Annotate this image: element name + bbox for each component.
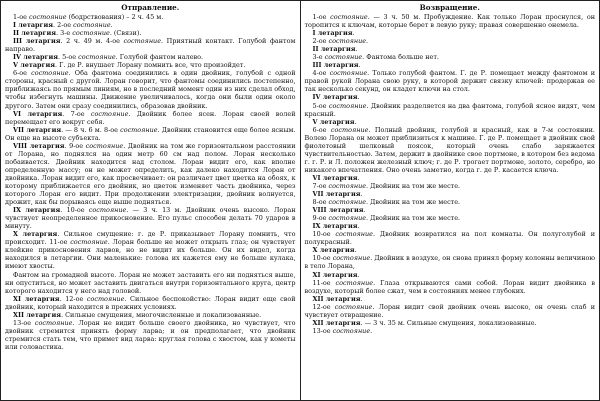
paragraph-text: .	[357, 93, 360, 102]
paragraph-text: . — 8 ч. 6 м. 8-ое	[61, 125, 121, 134]
paragraph-text: . Сильное беспокойство: Лоран видит еще свой двойник, который находится в прежних условиях.	[5, 294, 296, 311]
paragraph-text: .	[354, 246, 357, 255]
state-label: состояние	[328, 214, 367, 223]
lethargy-label: II летаргия	[13, 29, 57, 38]
paragraph	[5, 110, 296, 126]
state-label: состояние	[34, 318, 73, 327]
paragraph	[305, 190, 596, 198]
paragraph	[305, 93, 596, 101]
state-label: состояние	[334, 302, 373, 311]
paragraph	[305, 13, 596, 29]
lethargy-label: XII летаргия	[312, 294, 361, 303]
paragraph	[305, 37, 596, 45]
lethargy-label: I летаргия	[13, 21, 54, 30]
paragraph-text: 12-ое	[312, 302, 335, 311]
paragraph-text: . Оба фантома соединились в один двойник, голубой с одной стороны, красный с другой. Лоран говорит, что фантомы соединились постепенно, приближаясь по прямым линиям, но в последний момент один из них сделал обход, чтобы избегнуть машины. Движение увеличивалось, когда они были один около другого. Затем они сразу соединились, образовав двойник.	[5, 69, 296, 110]
state-label: состояние	[88, 206, 127, 215]
paragraph	[5, 206, 296, 230]
paragraph	[305, 102, 596, 118]
paragraph-text: . Лоран не видит больше своего двойника, но чувствует, что двойник стремится принять форму ларва; и он предполагает, что двойник стремится стать тем, что примет вид ларва: круглая голова с хвостом, как у кометы или головастика.	[5, 318, 296, 351]
paragraph-text: .	[110, 21, 113, 30]
paragraph-text: . 2-ое	[53, 21, 74, 30]
state-label: состояние	[329, 69, 368, 78]
paragraph-text: .	[357, 270, 360, 279]
paragraph	[5, 29, 296, 37]
paragraph-text: .	[363, 206, 366, 215]
state-label: состояние	[86, 294, 125, 303]
lethargy-label: VIII летаргия	[13, 141, 65, 150]
column-title-return: Возвращение.	[419, 3, 480, 12]
column-body-departure	[5, 13, 296, 351]
paragraph-text: 2-ое	[312, 37, 329, 46]
state-label: состояние	[72, 29, 110, 38]
state-label: состояние	[332, 326, 371, 335]
paragraph-text: . Двойник на том же месте.	[366, 181, 461, 190]
paragraph-text: . Двойник разделяется на два фантома, голубой ясное видят, чем красный.	[304, 101, 595, 118]
paragraph-text: . Двойник на том же горизонтальном расстоянии от Лорана, но поднялся на один метр 60 см над полом. Лоран несколько побаивается. Двойник находится над столом. Лоран видит его, как вполне определенную массу; он не может определить, как далеко находится Лоран от двойника. Лоран видит его, как просвечивает: он различает цвет цветка на обоях, к которому приближается его двойник, но цветок изменяет часть двойника, через которого Лоран его видит. При продолжении электризации, двойник волнуется, дрожит, как бы порываясь еще выше подняться.	[5, 141, 296, 207]
paragraph	[5, 53, 296, 61]
paragraph-text: 6-ое	[312, 125, 331, 134]
paragraph-text: . — 3 ч. 13 м. Двойник очень высоко. Лоран чувствует неопределенное прикосновение. Его пульс способен делать 70 ударов в минуту.	[5, 206, 296, 231]
paragraph	[5, 319, 296, 351]
paragraph-text: . Лоран видит свой двойник очень высоко, он очень слаб и чувствует отвращение.	[304, 302, 595, 319]
paragraph-text: . 9-ое	[64, 141, 86, 150]
state-label: состояние	[85, 141, 124, 150]
state-label: состояние	[328, 198, 367, 207]
paragraph	[305, 246, 596, 254]
paragraph-text: 9-ое	[312, 214, 329, 223]
state-label: состояние	[78, 53, 116, 62]
state-label: состояние	[90, 109, 129, 118]
paragraph-text: Фантом на громадной высоте. Лоран не может заставить его ни подняться выше, ни опуститься, но может заставить двигаться внутри горизонтального круга, центр которого находится у него над головой.	[5, 270, 296, 295]
paragraph-text: (бодрствования) – 2 ч. 45 м.	[66, 13, 164, 21]
paragraph-text: . 12-ое	[59, 294, 87, 303]
paragraph	[5, 13, 296, 21]
lethargy-label: VII летаргия	[13, 125, 62, 134]
lethargy-label: II летаргия	[312, 45, 356, 54]
paragraph-text: . Сильные смущения, многочисленные и локализованные.	[61, 310, 262, 319]
paragraph-text: .	[352, 29, 355, 38]
state-label: состояние	[335, 230, 373, 239]
paragraph	[305, 61, 596, 69]
paragraph-text: . Двойник на том же месте.	[366, 214, 461, 223]
paragraph	[305, 118, 596, 126]
paragraph	[5, 142, 296, 206]
paragraph-text: 4-ое	[312, 69, 330, 78]
paragraph	[5, 311, 296, 319]
lethargy-label: XII летаргия	[312, 318, 361, 327]
paragraph	[305, 198, 596, 206]
paragraph-text: . Голубой фантом налево.	[115, 53, 204, 62]
paragraph-text: . 2 ч. 49 м. 4-ое	[60, 37, 124, 46]
paragraph-text: . — 3 ч. 35 м. Сильные смущения, локализованные.	[360, 318, 537, 327]
paragraph-text: . Фантома больше нет.	[362, 53, 439, 62]
paragraph	[305, 69, 596, 93]
paragraph-text: .	[370, 326, 373, 335]
paragraph-text: . 5-ое	[58, 53, 79, 62]
paragraph	[305, 53, 596, 61]
lethargy-label: IV летаргия	[312, 93, 358, 102]
state-label: состояние	[73, 21, 111, 30]
paragraph-text: 7-ое	[312, 181, 329, 190]
column-body-return	[305, 13, 596, 335]
paragraph-text: .	[360, 190, 363, 199]
paragraph	[5, 21, 296, 29]
paragraph	[5, 69, 296, 109]
lethargy-label: VII летаргия	[312, 190, 361, 199]
paragraph-text: 1-ое	[312, 13, 331, 21]
paragraph-text: 6-ое	[13, 69, 32, 78]
paragraph	[305, 222, 596, 230]
paragraph-text: . Сильное смущение: г. де Р. приказывает Лорану помнить, что происходит. 11-ое	[5, 230, 296, 247]
paragraph-text: . Двойник становится еще более ясным. Он еще на высоте субъекта.	[5, 125, 296, 142]
paragraph-text: .	[360, 294, 363, 303]
lethargy-label: XII летаргия	[13, 310, 62, 319]
paragraph	[305, 303, 596, 319]
paragraph-text: 1-ое	[13, 13, 30, 21]
state-label: состояние	[330, 13, 368, 21]
lethargy-label: VI летаргия	[312, 173, 358, 182]
column-title-departure: Отправление.	[121, 3, 180, 12]
paragraph	[305, 126, 596, 174]
paragraph-text: 5-ое	[312, 101, 329, 110]
paragraph-text: . Глаза открываются сами собой. Лоран видит двойника в воздухе, который более сжат, чем в состояниях менее глубоких.	[304, 278, 595, 295]
paragraph-text: 3-е	[312, 53, 325, 62]
lethargy-label: VIII летаргия	[312, 206, 364, 215]
column-return	[300, 1, 600, 400]
lethargy-label: XI летаргия	[13, 294, 60, 303]
paragraph-text: .	[355, 45, 358, 54]
lethargy-label: III летаргия	[13, 37, 61, 46]
paragraph	[305, 45, 596, 53]
lethargy-label: X летаргия	[312, 246, 355, 255]
paragraph	[305, 319, 596, 327]
paragraph	[305, 29, 596, 37]
lethargy-label: III летаргия	[312, 61, 359, 70]
paragraph-text: . Приятный контакт. Голубой фантом направо.	[5, 37, 296, 54]
paragraph-text: 11-ое	[312, 278, 336, 287]
lethargy-label: V летаргия	[13, 61, 56, 70]
paragraph	[5, 126, 296, 142]
state-label: состояние	[120, 125, 158, 134]
paragraph-text: .	[354, 117, 357, 126]
paragraph-text: .	[357, 222, 360, 231]
paragraph	[5, 61, 296, 69]
paragraph-text: 10-ое	[312, 254, 333, 263]
paragraph	[5, 230, 296, 270]
lethargy-label: XI летаргия	[312, 270, 358, 279]
paragraph-text: . Лоран больше не может открыть глаз; он чувствует клейкие прикосновения ларвов, но не видит их больше. Он их видел, когда находился в летаргии. Они маленькие: голова их кажется ему не больше кулака, имеют хвосты.	[5, 238, 296, 271]
paragraph-text: .	[357, 173, 360, 182]
column-departure	[1, 1, 300, 400]
paragraph	[305, 182, 596, 190]
lethargy-label: I летаргия	[312, 29, 353, 38]
state-label: состояние	[328, 181, 367, 190]
paragraph-text: . Г. де Р. внушает Лорану помнить все, что произойдет.	[55, 61, 246, 70]
paragraph-text: 13-ое	[312, 326, 333, 335]
state-label: состояние	[328, 37, 367, 46]
paragraph-text: . 7-ое	[62, 109, 91, 118]
paragraph-text: . Двойник на том же месте.	[366, 198, 461, 207]
paragraph-text: . — 3 ч. 50 м. Пробуждение. Как только Лоран проснулся, он торопится к ключам, которые берет в левую руку; правая совершенно онемела.	[304, 13, 595, 30]
state-label: состояние	[29, 13, 67, 21]
state-label: состояние	[328, 101, 367, 110]
paragraph-text: . 10-ое	[60, 206, 89, 215]
state-label: состояние	[70, 238, 108, 247]
lethargy-label: IV летаргия	[13, 53, 59, 62]
paragraph-text: . (Связи).	[109, 29, 142, 38]
paragraph	[305, 271, 596, 279]
state-label: состояние	[31, 69, 69, 78]
paragraph	[305, 279, 596, 295]
paragraph-text: .	[366, 37, 369, 46]
paragraph	[305, 206, 596, 214]
lethargy-label: V летаргия	[312, 117, 355, 126]
paragraph-text: . Только голубой фантом. Г. де Р. помещает между фантомом и правой рукой Лорана свою руку, в которой держит связку ключей: продержав ее так несколько секунд, он кладет ключи на стол.	[304, 69, 595, 94]
paragraph	[305, 230, 596, 246]
paragraph-text: . 3-е	[56, 29, 73, 38]
state-label: состояние	[324, 53, 363, 62]
paragraph-text: . Двойник более ясен. Лоран своей волей перемещает его вокруг себя.	[5, 109, 296, 126]
lethargy-label: IX летаргия	[312, 222, 358, 231]
paragraph	[5, 37, 296, 53]
paragraph-text: 13-ое	[13, 318, 35, 327]
lethargy-label: IX летаргия	[13, 206, 61, 215]
paragraph	[5, 271, 296, 295]
lethargy-label: X летаргия	[13, 230, 58, 239]
state-label: состояние	[330, 125, 369, 134]
paragraph-text: . Двойник в воздухе, он снова принял форму колонны величиною в тело Лорана,	[304, 254, 595, 271]
lethargy-label: VI летаргия	[13, 109, 63, 118]
paragraph-text: . Двойник возвратился на пол комнаты. Он полуголубой и полукрасный.	[304, 230, 595, 247]
paragraph-text: .	[358, 61, 361, 70]
paragraph	[305, 174, 596, 182]
state-label: состояние	[335, 278, 374, 287]
state-label: состояние	[123, 37, 162, 46]
paragraph	[305, 295, 596, 303]
paragraph	[305, 327, 596, 335]
state-label: состояние	[332, 254, 371, 263]
paragraph-text: . Полный двойник, голубой и красный, как в 7-м состоянии. Волею Лорана он может приблизиться к машине. Г. де Р. помещает в двойник свой фиолетовый шелковый поясок, который очень слабо заряжается чувствительностью. Затем, держит в двойнике свое портмоне, в котором без ведома г. г. Р. и Л. положен железный ключ; г. де Р. трогает портмоне, золото, серебро, но никакого впечатления. Оно очень заметно, когда г. де Р. касается ключа.	[304, 125, 595, 174]
paragraph-text: 8-ое	[312, 198, 329, 207]
paragraph	[305, 214, 596, 222]
paragraph	[305, 254, 596, 270]
paragraph-text: 10-ое	[312, 230, 336, 239]
paragraph	[5, 295, 296, 311]
